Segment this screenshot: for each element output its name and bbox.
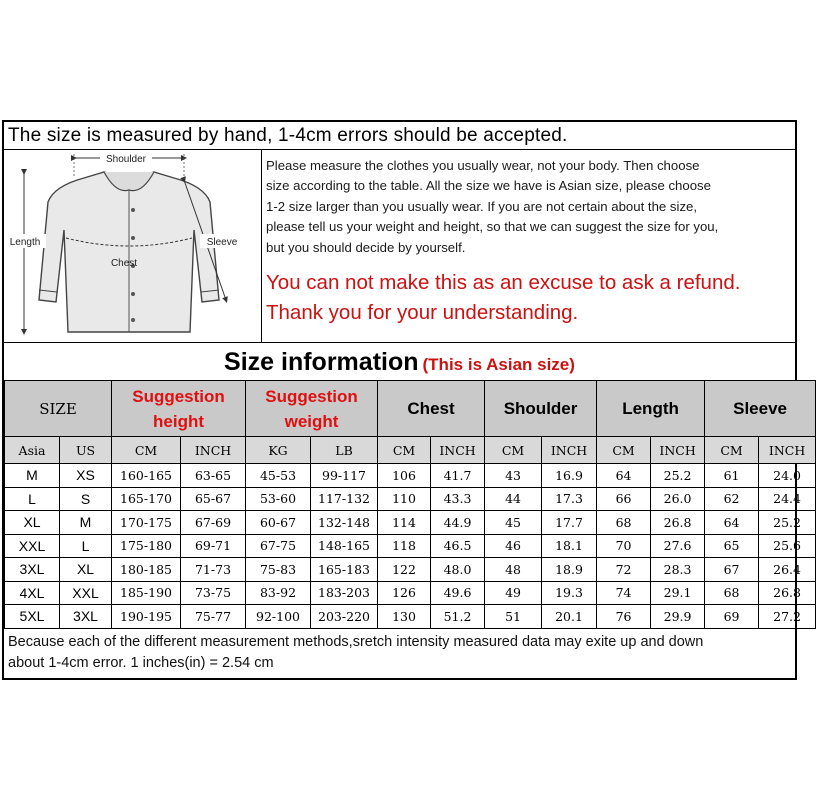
table-cell: 60-67 <box>246 511 311 535</box>
size-table <box>4 380 816 629</box>
section-divider <box>4 342 795 343</box>
table-cell: 66 <box>597 487 651 511</box>
table-cell: 75-83 <box>246 558 311 582</box>
footnote <box>8 632 788 673</box>
table-cell: 18.9 <box>542 558 597 582</box>
us-size-cell: XS <box>60 464 112 488</box>
subheader-cell: INCH <box>651 437 705 464</box>
table-cell: 16.9 <box>542 464 597 488</box>
table-cell: 45 <box>485 511 542 535</box>
table-cell: 122 <box>378 558 431 582</box>
measurement-note: The size is measured by hand, 1-4cm errors should be accepted. <box>4 122 795 150</box>
table-cell: 72 <box>597 558 651 582</box>
shirt-measurement-diagram <box>4 150 262 342</box>
table-cell: 26.4 <box>759 558 816 582</box>
asia-size-cell: 3XL <box>5 558 60 582</box>
table-cell: 114 <box>378 511 431 535</box>
suggestion-weight-header <box>246 381 378 437</box>
us-size-cell: S <box>60 487 112 511</box>
length-header: Length <box>597 381 705 437</box>
asia-size-cell: M <box>5 464 60 488</box>
table-cell: 63-65 <box>181 464 246 488</box>
table-cell: 160-165 <box>112 464 181 488</box>
table-cell: 43.3 <box>431 487 485 511</box>
table-cell: 92-100 <box>246 605 311 629</box>
header-line: Suggestion <box>132 386 225 406</box>
table-cell: 99-117 <box>311 464 378 488</box>
subheader-cell: US <box>60 437 112 464</box>
table-cell: 46.5 <box>431 534 485 558</box>
table-cell: 110 <box>378 487 431 511</box>
subheader-cell: CM <box>485 437 542 464</box>
table-cell: 126 <box>378 581 431 605</box>
sleeve-label: Sleeve <box>206 237 238 248</box>
footnote-line: Because each of the different measurement methods,sretch intensity measured data may exite up and down <box>8 634 704 650</box>
table-cell: 165-183 <box>311 558 378 582</box>
table-cell: 68 <box>597 511 651 535</box>
table-cell: 67 <box>705 558 759 582</box>
shoulder-header: Shoulder <box>485 381 597 437</box>
table-cell: 18.1 <box>542 534 597 558</box>
table-cell: 46 <box>485 534 542 558</box>
table-cell: 51.2 <box>431 605 485 629</box>
asia-size-cell: XXL <box>5 534 60 558</box>
table-cell: 62 <box>705 487 759 511</box>
table-cell: 69 <box>705 605 759 629</box>
table-cell: 64 <box>705 511 759 535</box>
size-header: SIZE <box>5 381 112 437</box>
table-cell: 73-75 <box>181 581 246 605</box>
table-cell: 185-190 <box>112 581 181 605</box>
table-cell: 25.2 <box>759 511 816 535</box>
table-cell: 17.3 <box>542 487 597 511</box>
subheader-cell: CM <box>112 437 181 464</box>
instruction-line: but you should decide by yourself. <box>266 239 466 255</box>
table-cell: 26.8 <box>759 581 816 605</box>
size-information-title <box>4 344 795 380</box>
table-cell: 20.1 <box>542 605 597 629</box>
table-row <box>5 464 816 488</box>
table-cell: 65-67 <box>181 487 246 511</box>
chest-label: Chest <box>110 258 138 269</box>
table-cell: 64 <box>597 464 651 488</box>
subheader-cell: INCH <box>431 437 485 464</box>
table-row <box>5 581 816 605</box>
table-cell: 183-203 <box>311 581 378 605</box>
table-row <box>5 511 816 535</box>
table-cell: 75-77 <box>181 605 246 629</box>
table-cell: 45-53 <box>246 464 311 488</box>
table-cell: 43 <box>485 464 542 488</box>
instruction-line: please tell us your weight and height, so that we can suggest the size for you, <box>266 219 719 235</box>
footnote-line: about 1-4cm error. 1 inches(in) = 2.54 cm <box>8 654 274 671</box>
instruction-line: size according to the table. All the size we have is Asian size, please choose <box>266 178 711 194</box>
subheader-cell: Asia <box>5 437 60 464</box>
table-cell: 165-170 <box>112 487 181 511</box>
header-line: height <box>153 411 205 431</box>
table-cell: 148-165 <box>311 534 378 558</box>
table-cell: 117-132 <box>311 487 378 511</box>
table-cell: 74 <box>597 581 651 605</box>
table-cell: 17.7 <box>542 511 597 535</box>
table-cell: 170-175 <box>112 511 181 535</box>
instruction-line: Please measure the clothes you usually wear, not your body. Then choose <box>266 158 700 173</box>
subheader-cell: CM <box>378 437 431 464</box>
table-cell: 69-71 <box>181 534 246 558</box>
shoulder-label: Shoulder <box>105 154 147 165</box>
us-size-cell: L <box>60 534 112 558</box>
table-cell: 27.6 <box>651 534 705 558</box>
table-cell: 29.1 <box>651 581 705 605</box>
table-cell: 24.0 <box>759 464 816 488</box>
table-cell: 27.2 <box>759 605 816 629</box>
table-cell: 49 <box>485 581 542 605</box>
table-cell: 180-185 <box>112 558 181 582</box>
table-cell: 65 <box>705 534 759 558</box>
asia-size-cell: XL <box>5 511 60 535</box>
subheader-cell: LB <box>311 437 378 464</box>
table-row <box>5 534 816 558</box>
table-cell: 83-92 <box>246 581 311 605</box>
table-cell: 190-195 <box>112 605 181 629</box>
table-cell: 19.3 <box>542 581 597 605</box>
table-cell: 48 <box>485 558 542 582</box>
shirt-diagram-icon <box>4 150 260 342</box>
table-body <box>5 464 816 629</box>
asia-size-cell: 4XL <box>5 581 60 605</box>
table-cell: 76 <box>597 605 651 629</box>
us-size-cell: XXL <box>60 581 112 605</box>
table-cell: 203-220 <box>311 605 378 629</box>
instructions-text <box>266 156 796 258</box>
table-cell: 118 <box>378 534 431 558</box>
table-cell: 26.0 <box>651 487 705 511</box>
table-cell: 26.8 <box>651 511 705 535</box>
table-cell: 25.2 <box>651 464 705 488</box>
table-cell: 44.9 <box>431 511 485 535</box>
table-row <box>5 605 816 629</box>
header-line: weight <box>284 411 339 431</box>
table-cell: 68 <box>705 581 759 605</box>
asia-size-cell: L <box>5 487 60 511</box>
table-title: Size information <box>224 348 419 376</box>
refund-warning <box>266 268 796 328</box>
table-cell: 51 <box>485 605 542 629</box>
table-cell: 41.7 <box>431 464 485 488</box>
table-cell: 29.9 <box>651 605 705 629</box>
table-cell: 71-73 <box>181 558 246 582</box>
table-cell: 61 <box>705 464 759 488</box>
us-size-cell: XL <box>60 558 112 582</box>
table-cell: 67-75 <box>246 534 311 558</box>
subheader-cell: CM <box>597 437 651 464</box>
table-cell: 25.6 <box>759 534 816 558</box>
subheader-cell: KG <box>246 437 311 464</box>
table-header-row <box>5 381 816 437</box>
us-size-cell: M <box>60 511 112 535</box>
table-cell: 28.3 <box>651 558 705 582</box>
table-cell: 175-180 <box>112 534 181 558</box>
table-cell: 44 <box>485 487 542 511</box>
table-cell: 48.0 <box>431 558 485 582</box>
asian-size-note: (This is Asian size) <box>422 355 575 374</box>
subheader-cell: INCH <box>181 437 246 464</box>
warning-line: Thank you for your understanding. <box>266 301 579 324</box>
instruction-line: 1-2 size larger than you usually wear. If you are not certain about the size, <box>266 198 698 214</box>
table-cell: 130 <box>378 605 431 629</box>
warning-line: You can not make this as an excuse to ask a refund. <box>266 271 741 294</box>
header-line: Suggestion <box>265 386 358 406</box>
chest-header: Chest <box>378 381 485 437</box>
subheader-cell: INCH <box>542 437 597 464</box>
table-cell: 53-60 <box>246 487 311 511</box>
suggestion-height-header <box>112 381 246 437</box>
table-subheader-row <box>5 437 816 464</box>
sleeve-header: Sleeve <box>705 381 816 437</box>
table-row <box>5 487 816 511</box>
table-cell: 132-148 <box>311 511 378 535</box>
us-size-cell: 3XL <box>60 605 112 629</box>
asia-size-cell: 5XL <box>5 605 60 629</box>
table-cell: 67-69 <box>181 511 246 535</box>
subheader-cell: CM <box>705 437 759 464</box>
table-row <box>5 558 816 582</box>
table-cell: 70 <box>597 534 651 558</box>
size-chart-card <box>2 120 806 680</box>
table-cell: 49.6 <box>431 581 485 605</box>
table-cell: 24.4 <box>759 487 816 511</box>
subheader-cell: INCH <box>759 437 816 464</box>
table-cell: 106 <box>378 464 431 488</box>
length-label: Length <box>9 237 41 248</box>
